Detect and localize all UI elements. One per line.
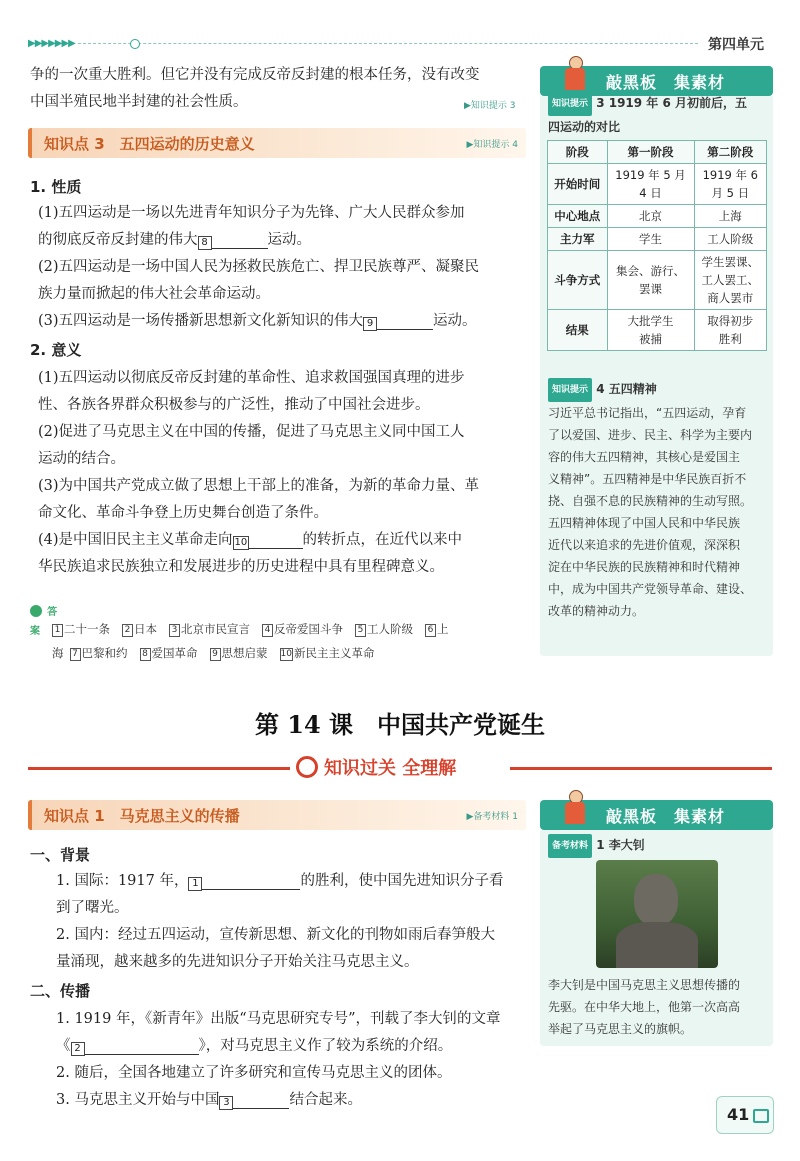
side1-header-text: 敲黑板 集素材 — [606, 73, 726, 92]
tip3-badge: 知识提示 — [548, 92, 592, 116]
teacher-icon — [562, 56, 588, 94]
table-cell: 工人阶级 — [694, 228, 766, 251]
table-cell: 集会、游行、 罢课 — [607, 251, 694, 310]
answer-item — [169, 622, 250, 636]
kp1-title: 知识点 1 马克思主义的传播 — [44, 807, 240, 825]
table-cell: 上海 — [694, 205, 766, 228]
answer-text: 工人阶级 — [367, 622, 413, 636]
answer-item — [262, 622, 343, 636]
tip4-line: 淀在中华民族的民族精神和时代精神 — [548, 560, 741, 574]
li-dazhao-photo — [596, 860, 718, 968]
side2-header — [540, 800, 773, 830]
kp3-q2b: 运动的结合。 — [38, 451, 125, 467]
unit-title: 第四单元 — [708, 37, 764, 53]
kp1-content — [30, 842, 530, 1114]
page-number-box — [716, 1096, 774, 1134]
kp3-q3a: (3)为中国共产党成立做了思想上干部上的准备，为新的革命力量、革 — [38, 478, 480, 494]
blank-2[interactable]: 2 — [71, 1036, 199, 1055]
header-dot — [130, 39, 140, 49]
answer-text: 上 — [437, 622, 449, 636]
table-cell: 开始时间 — [548, 164, 608, 205]
top-text — [30, 62, 530, 116]
answer-text: 二十一条 — [64, 622, 110, 636]
page-number: 41 — [727, 1105, 750, 1124]
answer-item — [355, 622, 413, 636]
answer-text: 北京市民宣言 — [181, 622, 250, 636]
kp3-tag: ▶知识提示 4 — [466, 140, 518, 150]
tip4-line: 义精神”。五四精神是中华民族百折不 — [548, 472, 747, 486]
kp1-c1b: 《 2 》，对马克思主义作了较为系统的介绍。 — [56, 1038, 453, 1054]
answer-item — [210, 646, 268, 660]
table-cell: 学生 — [607, 228, 694, 251]
kp3-title: 知识点 3 五四运动的历史意义 — [44, 135, 255, 153]
table-cell: 中心地点 — [548, 205, 608, 228]
kp3-q1b: 性、各族各界群众积极参与的广泛性，推动了中国社会进步。 — [38, 397, 430, 413]
kp3-content — [30, 174, 530, 581]
banner-line-left — [28, 767, 290, 770]
header-line — [78, 43, 698, 44]
side1-tip3-line: 知识提示 3 1919 年 6 月初前后，五 — [548, 92, 768, 116]
answer-text: 巴黎和约 — [81, 646, 128, 660]
tip4-line: 近代以来追求的先进价值观，深深积 — [548, 538, 741, 552]
side1-tip3-line2: 四运动的对比 — [548, 120, 621, 134]
kp3-q4a: (4)是中国旧民主主义革命走向 10 的转折点，在近代以来中 — [38, 532, 463, 548]
answer-text: 反帝爱国斗争 — [274, 622, 343, 636]
table-row — [548, 164, 767, 205]
kp1-c1a: 1. 1919 年，《新青年》出版“马克思研究专号”，刊载了李大钊的文章 — [56, 1011, 501, 1027]
side1-tip4-line: 知识提示 4 五四精神 — [548, 378, 770, 402]
kp1-heading-1: 一、背景 — [30, 846, 91, 864]
tip4-line: 习近平总书记指出，“五四运动，孕育 — [548, 406, 747, 420]
table-cell: 北京 — [607, 205, 694, 228]
kp1-b2a: 2. 国内：经过五四运动，宣传新思想、新文化的刊物如雨后春笋般大 — [56, 927, 495, 943]
answers-block — [52, 617, 532, 665]
tip4-line: 了以爱国、进步、民主、科学为主要内 — [548, 428, 753, 442]
answer-text: 爱国革命 — [151, 646, 198, 660]
table-row — [548, 228, 767, 251]
tip4-line: 容的伟大五四精神，其核心是爱国主 — [548, 450, 741, 464]
side2-panel — [540, 830, 773, 1046]
table-header-cell: 第二阶段 — [694, 141, 766, 164]
side2-title-line: 备考材料 1 李大钊 — [548, 834, 645, 858]
table-cell: 1919 年 5 月 4 日 — [607, 164, 694, 205]
answer-icon — [30, 600, 66, 637]
blank-10[interactable]: 10 — [233, 530, 303, 549]
table-cell: 大批学生 被捕 — [607, 310, 694, 351]
kp3-q1a: (1)五四运动以彻底反帝反封建的革命性、追求救国强国真理的进步 — [38, 370, 465, 386]
table-header-row — [548, 141, 767, 164]
side2-line: 李大钊是中国马克思主义思想传播的 — [548, 978, 741, 992]
tip4-line: 中，成为中国共产党领导革命、建设、 — [548, 582, 753, 596]
table-row — [548, 310, 767, 351]
kp1-b1b: 到了曙光。 — [56, 900, 129, 916]
kp1-bar — [28, 800, 526, 830]
answer-number: 1 — [52, 624, 63, 637]
compare-table — [547, 140, 767, 351]
kp3-q4b: 华民族追求民族独立和发展进步的历史进程中具有里程碑意义。 — [38, 559, 444, 575]
blank-8[interactable]: 8 — [198, 230, 268, 249]
answer-number: 7 — [70, 648, 81, 661]
table-header-cell: 阶段 — [548, 141, 608, 164]
table-cell: 1919 年 6 月 5 日 — [694, 164, 766, 205]
side2-badge: 备考材料 — [548, 834, 592, 858]
top-line-2: 中国半殖民地半封建的社会性质。 — [30, 94, 248, 110]
kp1-tag: ▶备考材料 1 — [466, 812, 518, 822]
kp3-p2a: (2)五四运动是一场中国人民为拯救民族危亡、捍卫民族尊严、凝聚民 — [38, 259, 480, 275]
table-cell: 学生罢课、 工人罢工、 商人罢市 — [694, 251, 766, 310]
answer-text: 思想启蒙 — [221, 646, 268, 660]
kp3-heading-2: 2. 意义 — [30, 341, 82, 359]
answer-label: 答案 — [30, 607, 58, 637]
kp3-bar — [28, 128, 526, 158]
side2-line: 先驱。在中华大地上，他第一次高高 — [548, 1000, 741, 1014]
answer-item — [140, 646, 198, 660]
teacher-icon-2 — [562, 790, 588, 828]
table-cell: 结果 — [548, 310, 608, 351]
table-cell: 取得初步 胜利 — [694, 310, 766, 351]
side2-header-text: 敲黑板 集素材 — [606, 807, 726, 826]
answer-number: 9 — [210, 648, 221, 661]
answer-item — [425, 622, 449, 636]
answer-number: 6 — [425, 624, 436, 637]
kp1-c3: 3. 马克思主义开始与中国 3 结合起来。 — [56, 1092, 362, 1108]
kp3-p1a: (1)五四运动是一场以先进青年知识分子为先锋、广大人民群众参加 — [38, 205, 465, 221]
blank-9[interactable]: 9 — [363, 311, 433, 330]
answer-number: 4 — [262, 624, 273, 637]
side2-text — [548, 974, 770, 1040]
kp1-heading-2: 二、传播 — [30, 982, 91, 1000]
kp1-b2b: 量涌现，越来越多的先进知识分子开始关注马克思主义。 — [56, 954, 419, 970]
table-header-cell: 第一阶段 — [607, 141, 694, 164]
tip4-text — [548, 402, 770, 622]
table-row — [548, 205, 767, 228]
lesson-title: 第 14 课 中国共产党诞生 — [254, 710, 546, 739]
banner-swirl-icon — [296, 756, 318, 778]
side2-line: 举起了马克思主义的旗帜。 — [548, 1022, 693, 1036]
table-row — [548, 251, 767, 310]
answer-item — [52, 622, 110, 636]
kp3-p2b: 族力量而掀起的伟大社会革命运动。 — [38, 286, 270, 302]
answer-number: 5 — [355, 624, 366, 637]
answer-item — [280, 646, 375, 660]
header-arrows: ▶▶▶▶▶▶▶ — [28, 38, 75, 49]
table-cell: 主力军 — [548, 228, 608, 251]
kp1-c2: 2. 随后，全国各地建立了许多研究和宣传马克思主义的团体。 — [56, 1065, 452, 1081]
answer-item — [70, 646, 128, 660]
kp3-p3: (3)五四运动是一场传播新思想新文化新知识的伟大 9 运动。 — [38, 313, 477, 329]
answers-line-1 — [52, 617, 532, 641]
book-icon — [753, 1109, 769, 1123]
answers-line-2: 海 7 巴黎和约 8 爱国革命 9 思想启蒙 10 新民主主义革命 — [52, 646, 375, 660]
table-cell: 斗争方式 — [548, 251, 608, 310]
blank-3[interactable]: 3 — [219, 1090, 289, 1109]
kp3-q2a: (2)促进了马克思主义在中国的传播，促进了马克思主义同中国工人 — [38, 424, 465, 440]
answer-number: 2 — [122, 624, 133, 637]
banner-line-right — [510, 767, 772, 770]
blank-1[interactable]: 1 — [188, 871, 300, 890]
tip4-badge: 知识提示 — [548, 378, 592, 402]
kp3-q3b: 命文化、革命斗争登上历史舞台创造了条件。 — [38, 505, 328, 521]
answer-item — [122, 622, 157, 636]
kp3-heading-1: 1. 性质 — [30, 178, 82, 196]
tip4-line: 五四精神体现了中国人民和中华民族 — [548, 516, 741, 530]
kp3-p1b: 的彻底反帝反封建的伟大 8 运动。 — [38, 232, 311, 248]
side1-panel — [540, 96, 773, 656]
answer-text: 新民主主义革命 — [293, 646, 375, 660]
kp1-b1: 1. 国际：1917 年， 1 的胜利，使中国先进知识分子看 — [56, 873, 504, 889]
answer-number: 8 — [140, 648, 151, 661]
answer-number: 3 — [169, 624, 180, 637]
answer-number: 10 — [280, 649, 292, 659]
tip3-tag: ▶知识提示 3 — [464, 101, 516, 111]
top-line-1: 争的一次重大胜利。但它并没有完成反帝反封建的根本任务，没有改变 — [30, 67, 480, 83]
answer-text: 日本 — [134, 622, 157, 636]
banner-text: 知识过关 全理解 — [324, 758, 457, 779]
tip4-line: 改革的精神动力。 — [548, 604, 645, 618]
tip4-line: 挠、自强不息的民族精神的生动写照。 — [548, 494, 753, 508]
